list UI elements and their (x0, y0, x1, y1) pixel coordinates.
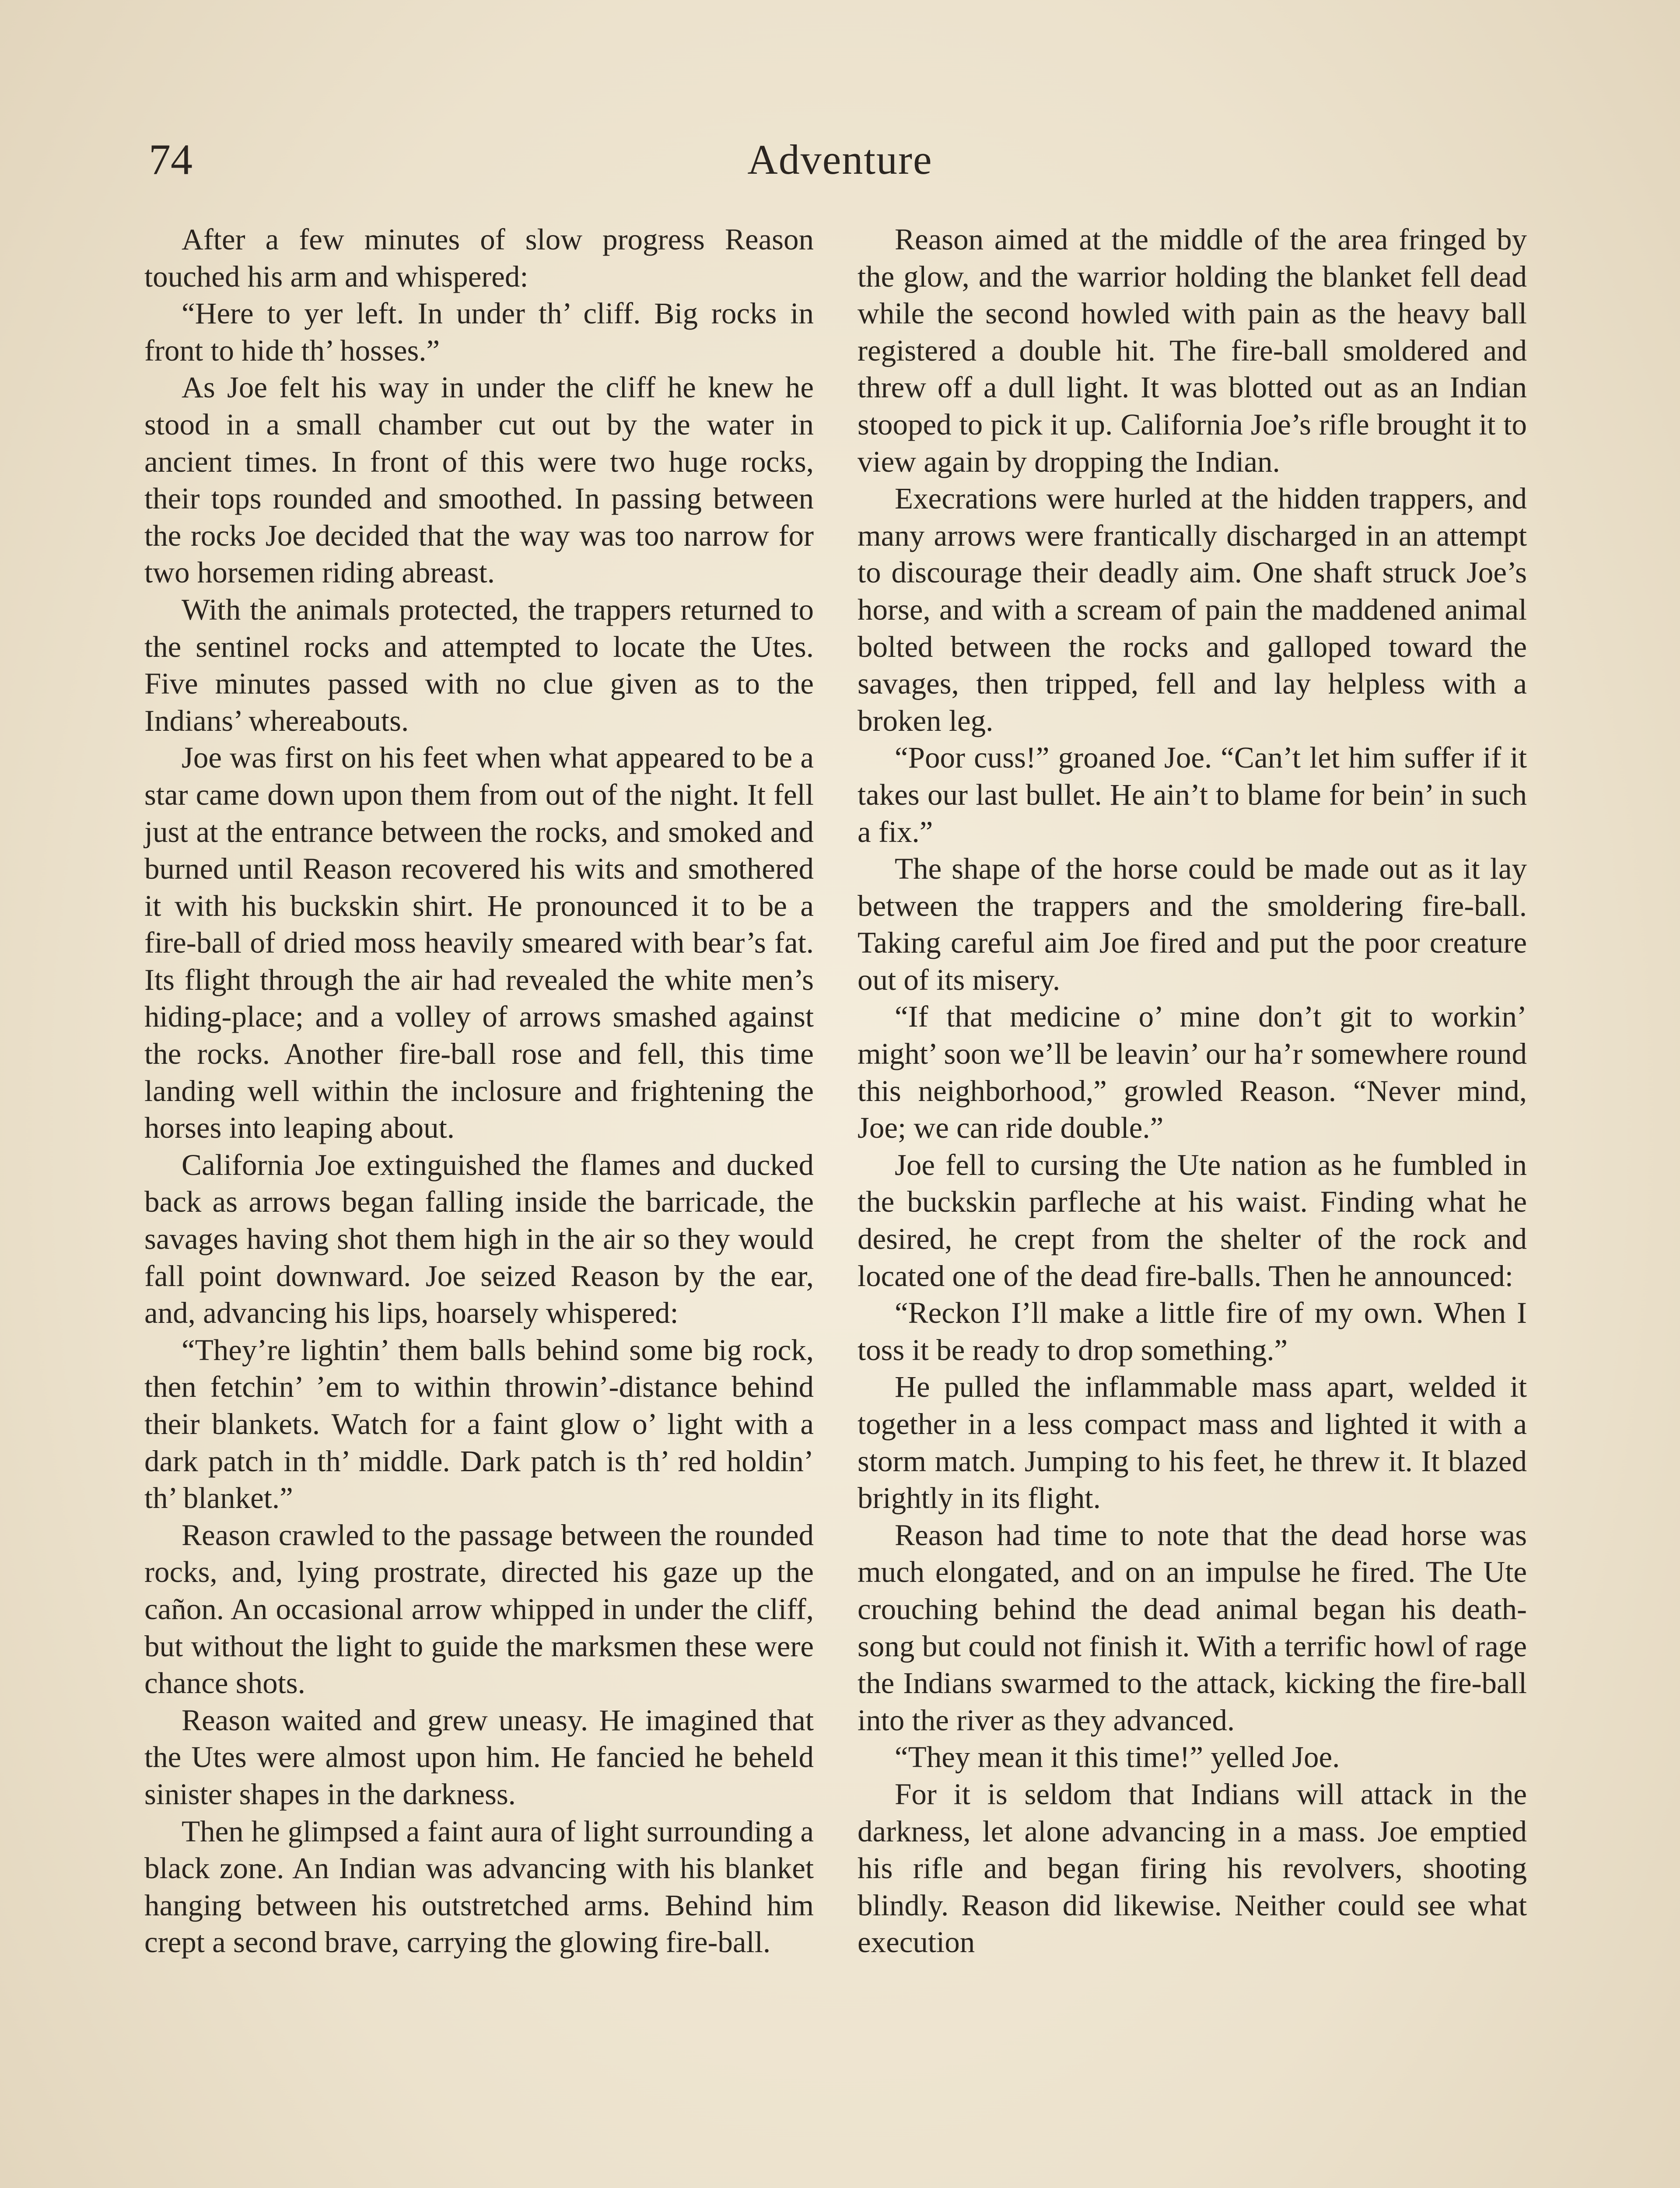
paragraph: The shape of the horse could be made out as it lay between the trappers and the smoldering fire-ball. Taking careful aim Joe fired and put the poor creature out of its misery. (858, 852, 1527, 996)
paragraph: Reason aimed at the middle of the area fringed by the glow, and the warrior holding the blanket fell dead while the second howled with pain as the heavy ball registered a double hit. The fire-ball smoldered and threw off a dull light. It was blotted out as an Indian stooped to pick it up. California Joe’s rifle brought it to view again by dropping the Indian. (858, 223, 1527, 478)
right-column (858, 221, 1527, 1961)
page-number: 74 (149, 135, 192, 184)
page-header (144, 131, 1536, 188)
paragraph: Reason crawled to the passage between the rounded rocks, and, lying prostrate, directed his gaze up the cañon. An occasional arrow whipped in under the cliff, but without the light to guide the marksmen these were chance shots. (144, 1518, 814, 1700)
paragraph: “They mean it this time!” yelled Joe. (895, 1740, 1340, 1774)
paragraph: “They’re lightin’ them balls behind some big rock, then fetchin’ ’em to within throwin’-distance behind their blankets. Watch for a faint glow o’ light with a dark patch in th’ middle. Dark patch is th’ red holdin’ th’ blanket.” (144, 1333, 814, 1515)
paragraph: With the animals protected, the trappers returned to the sentinel rocks and attempted to locate the Utes. Five minutes passed with no clue given as to the Indians’ whereabouts. (144, 593, 814, 737)
paragraph: As Joe felt his way in under the cliff he knew he stood in a small chamber cut out by the water in ancient times. In front of this were two huge rocks, their tops rounded and smoothed. In passing between the rocks Joe decided that the way was too narrow for two horsemen riding abreast. (144, 371, 814, 589)
paragraph: Reason had time to note that the dead horse was much elongated, and on an impulse he fired. The Ute crouching behind the dead animal began his death-song but could not finish it. With a terrific howl of rage the Indians swarmed to the attack, kicking the fire-ball into the river as they advanced. (858, 1518, 1527, 1737)
running-head: Adventure (747, 136, 933, 183)
paragraph: Reason waited and grew uneasy. He imagined that the Utes were almost upon him. He fancied he beheld sinister shapes in the darkness. (144, 1703, 814, 1811)
paragraph: California Joe extinguished the flames and ducked back as arrows began falling inside the barricade, the savages having shot them high in the air so they would fall point downward. Joe seized Reason by the ear, and, advancing his lips, hoarsely whispered: (144, 1148, 814, 1330)
paragraph: Joe fell to cursing the Ute nation as he fumbled in the buckskin parfleche at his waist. Finding what he desired, he crept from the shelter of the rock and located one of the dead fire-balls. Then he announced: (858, 1148, 1527, 1293)
paragraph: Then he glimpsed a faint aura of light surrounding a black zone. An Indian was advancing with his blanket hanging between his outstretched arms. Behind him crept a second brave, carrying the glowing fire-ball. (144, 1814, 814, 1959)
paragraph: Joe was first on his feet when what appeared to be a star came down upon them from out of the night. It fell just at the entrance between the rocks, and smoked and burned until Reason recovered his wits and smothered it with his buckskin shirt. He pronounced it to be a fire-ball of dried moss heavily smeared with bear’s fat. Its flight through the air had revealed the white men’s hiding-place; and a volley of arrows smashed against the rocks. Another fire-ball rose and fell, this time landing well within the inclosure and frightening the horses into leaping about. (144, 741, 814, 1145)
paragraph: For it is seldom that Indians will attack in the darkness, let alone advancing in a mass. Joe emptied his rifle and began firing his revolvers, shooting blindly. Reason did likewise. Neither could see what execution (858, 1777, 1527, 1959)
paragraph: Execrations were hurled at the hidden trappers, and many arrows were frantically discharged in an attempt to discourage their deadly aim. One shaft struck Joe’s horse, and with a scream of pain the maddened animal bolted between the rocks and galloped toward the savages, then tripped, fell and lay helpless with a broken leg. (858, 482, 1527, 737)
paragraph: “If that medicine o’ mine don’t git to workin’ might’ soon we’ll be leavin’ our ha’r somewhere round this neighborhood,” growled Reason. “Never mind, Joe; we can ride double.” (858, 1000, 1527, 1145)
paragraph: After a few minutes of slow progress Reason touched his arm and whispered: (144, 223, 814, 293)
left-column (144, 221, 814, 1961)
paragraph: He pulled the inflammable mass apart, welded it together in a less compact mass and lighted it with a storm match. Jumping to his feet, he threw it. It blazed brightly in its flight. (858, 1370, 1527, 1515)
paragraph: “Poor cuss!” groaned Joe. “Can’t let him suffer if it takes our last bullet. He ain’t to blame for bein’ in such a fix.” (858, 741, 1527, 849)
paragraph: “Here to yer left. In under th’ cliff. Big rocks in front to hide th’ hosses.” (144, 297, 814, 367)
paragraph: “Reckon I’ll make a little fire of my own. When I toss it be ready to drop something.” (858, 1296, 1527, 1367)
